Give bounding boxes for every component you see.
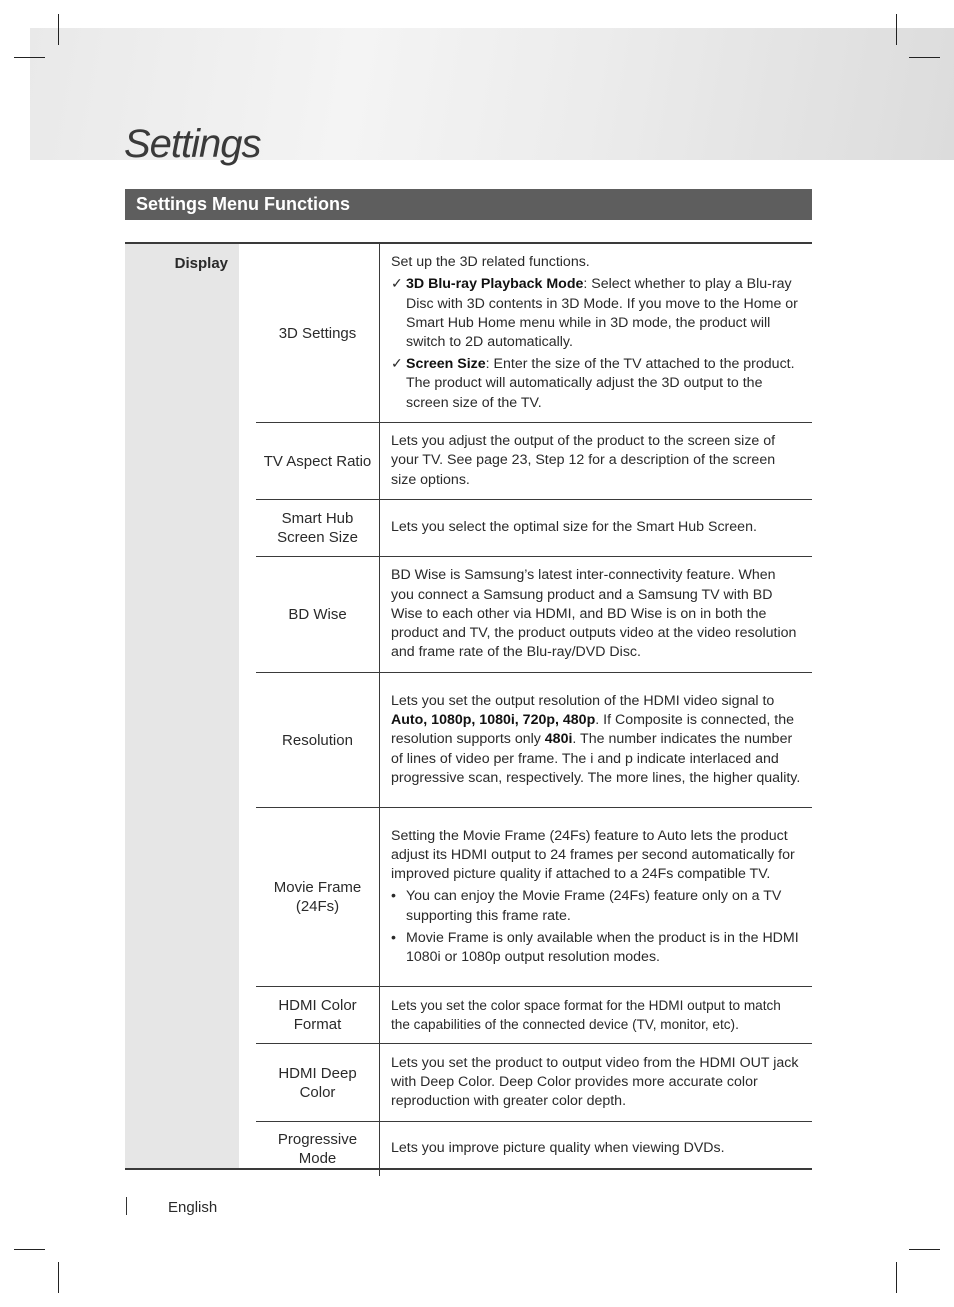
setting-name: Resolution — [256, 673, 380, 807]
bullet-icon: • — [391, 929, 396, 946]
setting-description — [380, 557, 812, 672]
table-row — [256, 244, 812, 423]
setting-description — [380, 673, 812, 807]
section-title: Settings Menu Functions — [136, 194, 350, 214]
setting-description — [380, 244, 812, 422]
resolution-composite: 480i — [544, 731, 573, 748]
footer-divider — [126, 1197, 127, 1215]
list-item — [391, 887, 802, 925]
settings-table — [125, 242, 812, 1170]
setting-name: Movie Frame (24Fs) — [256, 808, 380, 986]
table-row — [256, 500, 812, 557]
setting-description — [380, 987, 812, 1043]
description-text: Lets you improve picture quality when viewing DVDs. — [391, 1140, 725, 1157]
crop-mark — [58, 14, 59, 45]
text-span: Lets you set the output resolution of the HDMI video signal to — [391, 692, 775, 709]
footer-language: English — [168, 1199, 218, 1216]
crop-mark — [909, 1249, 940, 1250]
setting-description — [380, 500, 812, 556]
setting-description — [380, 1044, 812, 1121]
crop-mark — [896, 14, 897, 45]
setting-description — [380, 423, 812, 499]
description-text: Setting the Movie Frame (24Fs) feature to Auto lets the product adjust its HDMI output to 24 frames per second automatically for improved picture quality if attached to a 24Fs compatible TV. — [391, 827, 795, 883]
text-span: . The number indicates the number of lines of video per frame. The i and p indicate interlaced and progressive scan, respectively. The more lines, the higher quality. — [391, 731, 801, 786]
table-row — [256, 673, 812, 808]
term: 3D Blu-ray Playback Mode — [406, 276, 584, 293]
check-icon: ✓ — [391, 276, 403, 293]
description-text: Lets you set the color space format for the HDMI output to match the capabilities of the connected device (TV, monitor, etc). — [391, 997, 781, 1032]
crop-mark — [909, 57, 940, 58]
table-row — [256, 1044, 812, 1122]
bullet-icon: • — [391, 888, 396, 905]
table-row — [256, 987, 812, 1044]
term: Screen Size — [406, 356, 486, 373]
crop-mark — [14, 1249, 45, 1250]
setting-description — [380, 1122, 812, 1176]
crop-mark — [58, 1262, 59, 1293]
category-label: Display — [174, 255, 228, 272]
list-item — [391, 275, 802, 352]
description-text: Lets you set the product to output video from the HDMI OUT jack with Deep Color. Deep Color provides more accurate color reproduction with greater color depth. — [391, 1054, 799, 1110]
bullet-text: You can enjoy the Movie Frame (24Fs) feature only on a TV supporting this frame rate. — [406, 888, 782, 924]
description-text: Lets you select the optimal size for the Smart Hub Screen. — [391, 519, 757, 536]
bullet-text: Movie Frame is only available when the product is in the HDMI 1080i or 1080p output resolution modes. — [406, 929, 799, 965]
description-text: Set up the 3D related functions. — [391, 254, 590, 271]
resolution-options: Auto, 1080p, 1080i, 720p, 480p — [391, 712, 596, 729]
section-header — [125, 189, 812, 220]
crop-mark — [14, 57, 45, 58]
table-row — [256, 423, 812, 500]
term-description: : Enter the size of the TV attached to the product. The product will automatically adjust the 3D output to the screen size of the TV. — [406, 356, 795, 411]
description-text — [391, 692, 802, 788]
setting-name: HDMI Color Format — [256, 987, 380, 1043]
setting-name: Smart Hub Screen Size — [256, 500, 380, 556]
table-row — [256, 1122, 812, 1176]
text-span: . If Composite is connected, the resolution supports only — [391, 712, 794, 748]
table-row — [256, 557, 812, 673]
setting-name: BD Wise — [256, 557, 380, 672]
term-description: : Select whether to play a Blu-ray Disc with 3D contents in 3D Mode. If you move to the Home or Smart Hub Home menu while in 3D mode, the product will switch to 2D automatically. — [406, 276, 798, 350]
settings-rows — [256, 244, 812, 1176]
description-text: BD Wise is Samsung’s latest inter-connectivity feature. When you connect a Samsung product and a Samsung TV with BD Wise to each other via HDMI, and BD Wise is on in both the product and TV, the product outputs video at the video resolution and frame rate of the Blu-ray/DVD Disc. — [391, 567, 797, 661]
list-item — [391, 355, 802, 413]
crop-mark — [896, 1262, 897, 1293]
setting-description — [380, 808, 812, 986]
category-column — [125, 244, 239, 1168]
setting-name: HDMI Deep Color — [256, 1044, 380, 1121]
setting-name: TV Aspect Ratio — [256, 423, 380, 499]
list-item — [391, 929, 802, 967]
setting-name: 3D Settings — [256, 244, 380, 422]
page-title: Settings — [124, 122, 261, 166]
table-row — [256, 808, 812, 987]
description-text: Lets you adjust the output of the product to the screen size of your TV. See page 23, Step 12 for a description of the screen size options. — [391, 433, 776, 488]
check-icon: ✓ — [391, 356, 403, 373]
setting-name: Progressive Mode — [256, 1122, 380, 1176]
